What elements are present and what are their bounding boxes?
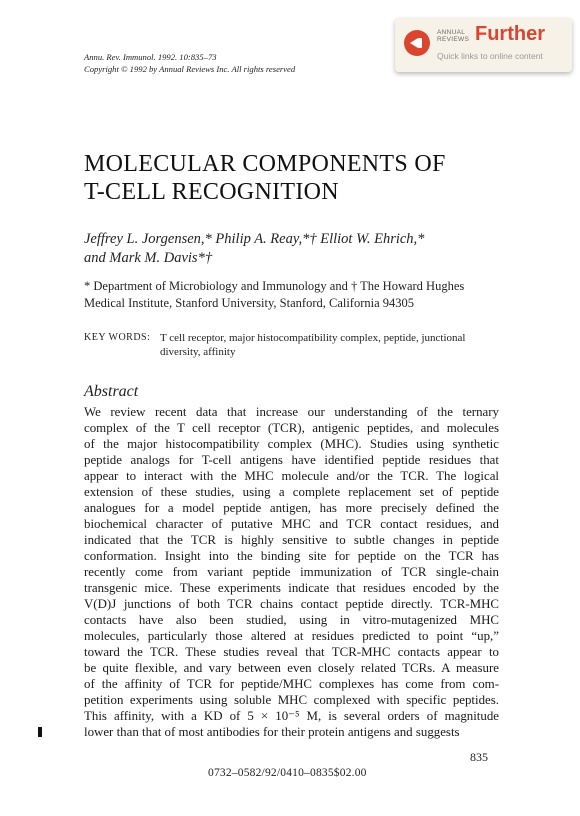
abstract-line: complex of the T cell receptor (TCR), antigenic peptides, and molecules: [84, 421, 499, 435]
abstract-line: lower than that of most antibodies for their protein antigens and suggests: [84, 725, 460, 739]
abstract-line: V(D)J junctions of both TCR chains contact peptide directly. TCR-MHC: [84, 597, 499, 611]
journal-citation: [84, 51, 295, 75]
abstract-line: extension of these studies, using a complete replacement set of peptide: [84, 485, 499, 499]
abstract-line: transgenic mice. These experiments indicate that residues encoded by the: [84, 581, 499, 595]
abstract-line: recently come from variant peptide immunization of TCR single-chain: [84, 565, 499, 579]
abstract-line: biochemical character of putative MHC and TCR contact residues, and: [84, 517, 499, 531]
annual-reviews-logo: ANNUAL REVIEWS: [437, 29, 470, 43]
abstract-line: conformation. Insight into the binding site for peptide on the TCR has: [84, 549, 499, 563]
affiliation: * Department of Microbiology and Immunology and † The Howard Hughes Medical Institute, Stanford University, Stanford, California 94305: [84, 279, 465, 310]
page-number: 835: [470, 750, 488, 764]
abstract-line: molecules, particularly those altered at residues predicted to point “up,”: [84, 629, 499, 643]
margin-mark: [38, 727, 42, 737]
abstract-line: This affinity, with a KD of 5 × 10⁻⁵ M, is several orders of magnitude: [84, 709, 499, 723]
citation-line: Annu. Rev. Immunol. 1992. 10:835–73: [84, 52, 217, 62]
abstract-line: analogues for a model peptide antigen, has more precisely defined the: [84, 501, 499, 515]
abstract-line: petition experiments using soluble MHC complexed with specific peptides.: [84, 693, 499, 707]
back-arrow-icon: [404, 30, 430, 56]
banner-subtitle: Quick links to online content: [437, 51, 543, 61]
copyright-line: Copyright © 1992 by Annual Reviews Inc. All rights reserved: [84, 64, 296, 74]
article-code: 0732–0582/92/0410–0835$02.00: [208, 767, 367, 779]
authors: Jeffrey L. Jorgensen,* Philip A. Reay,*† Elliot W. Ehrich,* and Mark M. Davis*†: [84, 231, 425, 266]
abstract-body: [84, 404, 499, 740]
banner-title: Further: [475, 23, 545, 45]
abstract-line: of the affinity of TCR for peptide/MHC complexes has come from com-: [84, 677, 499, 691]
abstract-line: of the major histocompatibility complex (MHC). Studies using synthetic: [84, 437, 499, 451]
abstract-line: toward the TCR. These studies reveal that TCR-MHC contacts appear to: [84, 645, 499, 659]
article-title: MOLECULAR COMPONENTS OF T-CELL RECOGNITION: [84, 151, 446, 205]
further-banner[interactable]: [395, 18, 572, 72]
keywords: T cell receptor, major histocompatibility complex, peptide, junctional diversity, affinity: [160, 332, 466, 358]
abstract-line: be quite flexible, and vary between even closely related TCRs. A measure: [84, 661, 499, 675]
abstract-line: We review recent data that increase our understanding of the ternary: [84, 405, 499, 419]
keywords-label: KEY WORDS:: [84, 332, 151, 343]
abstract-line: peptide analogs for T-cell antigens have identified peptide residues that: [84, 453, 499, 467]
abstract-line: contacts have also been studied, using in vitro-mutagenized MHC: [84, 613, 499, 627]
abstract-line: indicated that the TCR is highly sensitive to subtle changes in peptide: [84, 533, 499, 547]
abstract-line: appear to interact with the MHC molecule and/or the TCR. The logical: [84, 469, 499, 483]
abstract-heading: Abstract: [84, 383, 139, 400]
